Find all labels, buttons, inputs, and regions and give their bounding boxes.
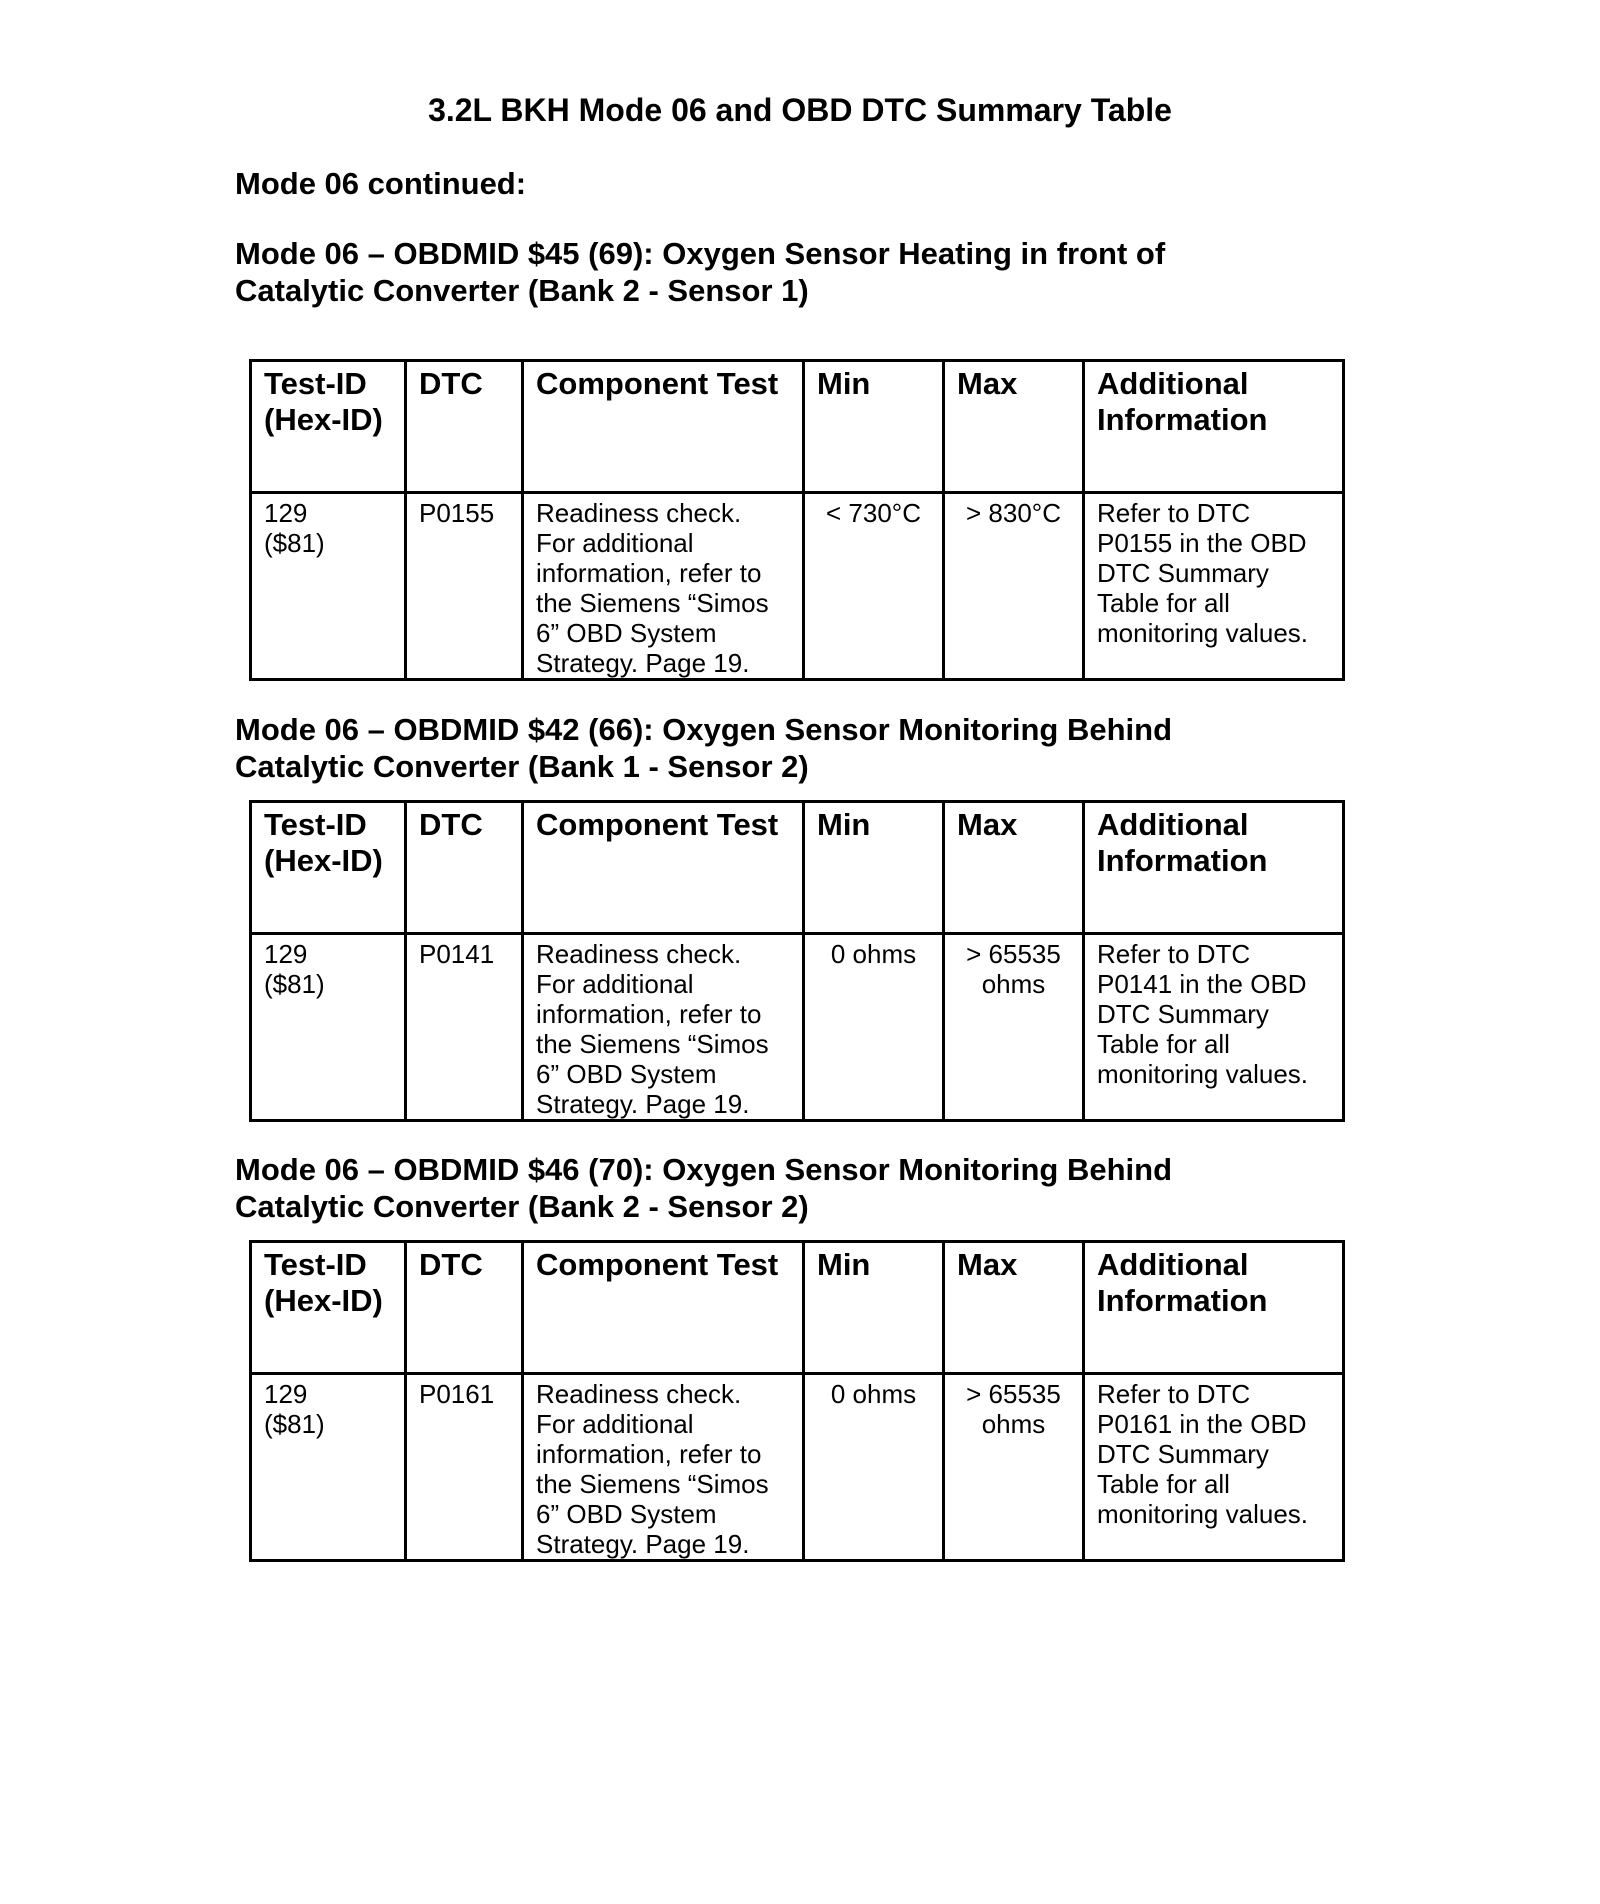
cell-line: ohms: [981, 1409, 1046, 1439]
header-line: Information: [1097, 1283, 1268, 1318]
cell-line: Strategy. Page 19.: [536, 1529, 750, 1559]
header-line: Additional: [1097, 807, 1249, 842]
cell-max: [944, 493, 1084, 680]
cell-line: ohms: [981, 969, 1046, 999]
column-header-max: Max: [944, 361, 1084, 493]
section-heading-line: Catalytic Converter (Bank 2 - Sensor 2): [235, 1189, 809, 1224]
header-line: Information: [1097, 843, 1268, 878]
table-header-row: [251, 361, 1344, 493]
cell-max: [944, 1374, 1084, 1561]
header-line: (Hex-ID): [264, 843, 383, 878]
cell-line: Readiness check.: [536, 498, 742, 528]
cell-line: information, refer to: [536, 1439, 762, 1469]
column-header-test-id: [251, 361, 406, 493]
column-header-test-id: [251, 1242, 406, 1374]
header-line: (Hex-ID): [264, 402, 383, 437]
column-header-max: Max: [944, 1242, 1084, 1374]
page-title: 3.2L BKH Mode 06 and OBD DTC Summary Table: [428, 92, 1172, 128]
cell-line: > 830°C: [966, 498, 1061, 528]
cell-line: monitoring values.: [1097, 1499, 1308, 1529]
column-header-dtc: DTC: [406, 1242, 523, 1374]
cell-test-id: [251, 934, 406, 1121]
cell-additional-information: [1084, 934, 1344, 1121]
cell-line: DTC Summary: [1097, 558, 1269, 588]
column-header-component-test: Component Test: [523, 1242, 804, 1374]
cell-line: 0 ohms: [830, 939, 917, 969]
cell-line: the Siemens “Simos: [536, 1029, 769, 1059]
cell-line: monitoring values.: [1097, 1059, 1308, 1089]
cell-line: 129: [264, 1379, 308, 1409]
cell-line: Strategy. Page 19.: [536, 1089, 750, 1119]
column-header-additional-information: [1084, 1242, 1344, 1374]
cell-line: information, refer to: [536, 558, 762, 588]
table-row: [251, 1374, 1344, 1561]
mode06-table: [249, 800, 1345, 1122]
cell-line: < 730°C: [826, 498, 921, 528]
mode06-table: [249, 1240, 1345, 1562]
header-line: Test-ID: [264, 1247, 367, 1282]
column-header-dtc: DTC: [406, 361, 523, 493]
cell-line: Readiness check.: [536, 1379, 742, 1409]
cell-line: 0 ohms: [830, 1379, 917, 1409]
cell-line: ($81): [264, 969, 325, 999]
section-heading: [235, 711, 1385, 785]
cell-component-test: [523, 1374, 804, 1561]
cell-dtc: P0161: [406, 1374, 523, 1561]
page-subtitle: Mode 06 continued:: [235, 166, 527, 201]
cell-line: For additional: [536, 969, 694, 999]
column-header-dtc: DTC: [406, 802, 523, 934]
cell-line: > 65535: [966, 939, 1061, 969]
cell-line: ($81): [264, 528, 325, 558]
header-line: Test-ID: [264, 807, 367, 842]
cell-line: Table for all: [1097, 1029, 1230, 1059]
section-heading: [235, 235, 1385, 309]
cell-min: [804, 493, 944, 680]
cell-test-id: [251, 1374, 406, 1561]
cell-dtc: P0141: [406, 934, 523, 1121]
cell-line: information, refer to: [536, 999, 762, 1029]
cell-line: the Siemens “Simos: [536, 588, 769, 618]
cell-line: Refer to DTC: [1097, 1379, 1251, 1409]
cell-additional-information: [1084, 493, 1344, 680]
cell-line: > 65535: [966, 1379, 1061, 1409]
cell-line: the Siemens “Simos: [536, 1469, 769, 1499]
section-heading-line: Mode 06 – OBDMID $42 (66): Oxygen Sensor Monitoring Behind: [235, 712, 1173, 747]
mode06-table: [249, 359, 1345, 681]
column-header-additional-information: [1084, 802, 1344, 934]
cell-line: DTC Summary: [1097, 1439, 1269, 1469]
cell-test-id: [251, 493, 406, 680]
table-header-row: [251, 802, 1344, 934]
cell-line: 129: [264, 939, 308, 969]
cell-line: Refer to DTC: [1097, 939, 1251, 969]
cell-component-test: [523, 934, 804, 1121]
cell-line: Strategy. Page 19.: [536, 648, 750, 678]
column-header-component-test: Component Test: [523, 361, 804, 493]
cell-line: DTC Summary: [1097, 999, 1269, 1029]
table-header-row: [251, 1242, 1344, 1374]
cell-line: ($81): [264, 1409, 325, 1439]
section-heading-line: Catalytic Converter (Bank 2 - Sensor 1): [235, 273, 809, 308]
column-header-min: Min: [804, 361, 944, 493]
cell-line: Table for all: [1097, 588, 1230, 618]
cell-max: [944, 934, 1084, 1121]
cell-line: Readiness check.: [536, 939, 742, 969]
column-header-min: Min: [804, 1242, 944, 1374]
section-heading-line: Catalytic Converter (Bank 1 - Sensor 2): [235, 749, 809, 784]
header-line: Additional: [1097, 1247, 1249, 1282]
table-row: [251, 934, 1344, 1121]
cell-line: 6” OBD System: [536, 618, 717, 648]
section-heading: [235, 1151, 1385, 1225]
section-heading-line: Mode 06 – OBDMID $45 (69): Oxygen Sensor Heating in front of: [235, 236, 1166, 271]
section-heading-line: Mode 06 – OBDMID $46 (70): Oxygen Sensor Monitoring Behind: [235, 1152, 1173, 1187]
cell-additional-information: [1084, 1374, 1344, 1561]
header-line: Information: [1097, 402, 1268, 437]
header-line: Test-ID: [264, 366, 367, 401]
cell-min: [804, 934, 944, 1121]
cell-line: Table for all: [1097, 1469, 1230, 1499]
cell-min: [804, 1374, 944, 1561]
cell-line: monitoring values.: [1097, 618, 1308, 648]
column-header-max: Max: [944, 802, 1084, 934]
table-row: [251, 493, 1344, 680]
column-header-test-id: [251, 802, 406, 934]
cell-line: Refer to DTC: [1097, 498, 1251, 528]
cell-line: 6” OBD System: [536, 1059, 717, 1089]
cell-line: 6” OBD System: [536, 1499, 717, 1529]
header-line: Additional: [1097, 366, 1249, 401]
cell-line: P0141 in the OBD: [1097, 969, 1307, 999]
cell-dtc: P0155: [406, 493, 523, 680]
cell-line: For additional: [536, 528, 694, 558]
column-header-min: Min: [804, 802, 944, 934]
column-header-component-test: Component Test: [523, 802, 804, 934]
header-line: (Hex-ID): [264, 1283, 383, 1318]
cell-line: P0161 in the OBD: [1097, 1409, 1307, 1439]
cell-line: For additional: [536, 1409, 694, 1439]
cell-line: 129: [264, 498, 308, 528]
column-header-additional-information: [1084, 361, 1344, 493]
cell-component-test: [523, 493, 804, 680]
cell-line: P0155 in the OBD: [1097, 528, 1307, 558]
